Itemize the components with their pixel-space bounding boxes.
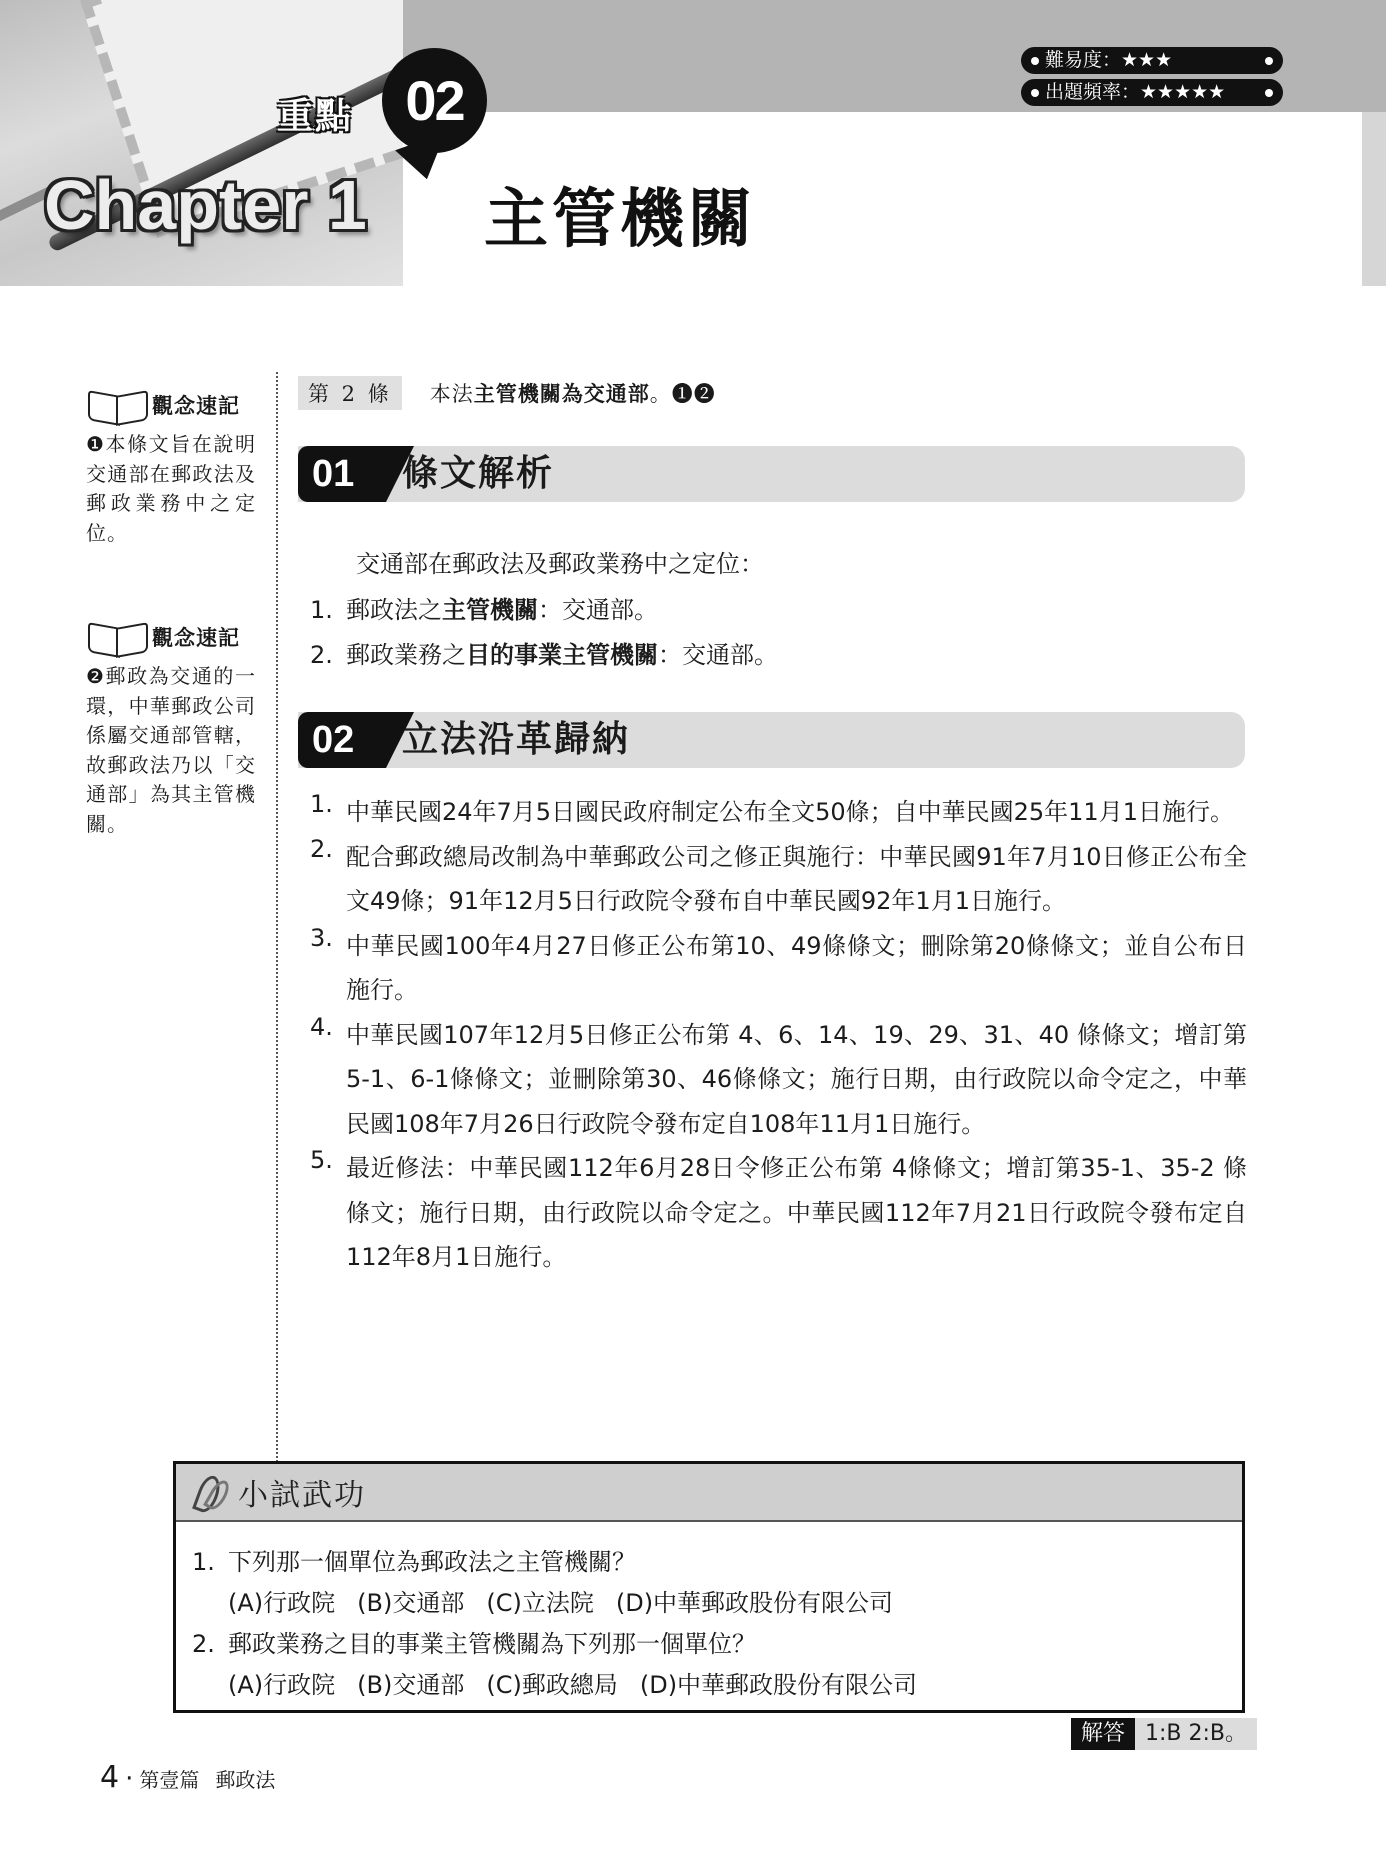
- section-header-history: [298, 712, 1245, 768]
- quiz-header: [176, 1464, 1242, 1522]
- list-item: 2. 配合郵政總局改制為中華郵政公司之修正與施行：中華民國91年7月10日修正公布全文49條；91年12月5日行政院令發布自中華民國92年1月1日施行。: [310, 834, 1247, 915]
- frequency-badge: [1021, 79, 1283, 106]
- page-footer: [100, 1760, 275, 1795]
- difficulty-badge: [1021, 47, 1283, 74]
- answer-key: [1071, 1718, 1257, 1750]
- bullet-icon: [1265, 57, 1273, 65]
- footer-separator: ·: [125, 1764, 134, 1794]
- difficulty-text: 難易度：★★★: [1045, 49, 1173, 71]
- page-number: 4: [100, 1760, 120, 1795]
- header-edge: [1362, 112, 1386, 286]
- concept-note-text: ❷郵政為交通的一環，中華郵政公司係屬交通部管轄，故郵政法乃以「交通部」為其主管機關。: [86, 664, 256, 836]
- quiz-question: 2. 郵政業務之目的事業主管機關為下列那一個單位？: [192, 1630, 756, 1658]
- quiz-option: (B)交通部: [357, 1589, 465, 1617]
- chapter-label: Chapter 1: [44, 166, 367, 244]
- list-item: 4. 中華民國107年12月5日修正公布第 4、6、14、19、29、31、40 條條文；增訂第5-1、6-1條條文；並刪除第30、46條條文；施行日期，由行政院以命令定之，中華民國108年7月26日行政院令發布定自108年11月1日施行。: [310, 1012, 1247, 1138]
- concept-note-title: 觀念速記: [152, 626, 240, 650]
- bullet-icon: [1031, 89, 1039, 97]
- analysis-intro: 交通部在郵政法及郵政業務中之定位：: [356, 550, 764, 578]
- quiz-option: (B)交通部: [357, 1671, 465, 1699]
- key-point-label: 重點: [277, 96, 354, 137]
- section-number: 01: [298, 446, 386, 502]
- quiz-option: (D)中華郵政股份有限公司: [615, 1589, 894, 1617]
- article-text: 本法主管機關為交通部。❶❷: [429, 382, 716, 406]
- part-label: 第壹篇: [139, 1768, 200, 1792]
- answer-value: 1:B 2:B。: [1135, 1718, 1257, 1750]
- concept-note-1: [86, 382, 256, 548]
- quiz-option: (D)中華郵政股份有限公司: [639, 1671, 918, 1699]
- concept-note-2: [86, 614, 256, 839]
- open-book-icon: [86, 619, 148, 655]
- practice-quiz-box: [173, 1461, 1245, 1713]
- answer-label: 解答: [1071, 1718, 1135, 1750]
- key-point-number: 02: [382, 48, 487, 153]
- article-number: 第 2 條: [298, 376, 402, 410]
- law-label: 郵政法: [215, 1768, 276, 1792]
- concept-note-title: 觀念速記: [152, 394, 240, 418]
- list-item: 5. 最近修法：中華民國112年6月28日令修正公布第 4條條文；增訂第35-1、35-2 條條文；施行日期，由行政院以命令定之。中華民國112年7月21日行政院令發布定自112年8月1日施行。: [310, 1146, 1247, 1271]
- topic-title: 主管機關: [484, 183, 756, 257]
- section-title: 條文解析: [402, 453, 555, 494]
- analysis-list: [310, 588, 1250, 678]
- quiz-options: [192, 1665, 1232, 1706]
- quiz-option: (A)行政院: [228, 1589, 336, 1617]
- list-item: 1. 郵政法之主管機關：交通部。: [310, 596, 658, 624]
- section-number: 02: [298, 712, 386, 768]
- quiz-option: (C)立法院: [486, 1589, 594, 1617]
- open-book-icon: [86, 387, 148, 423]
- history-list: [310, 790, 1247, 1280]
- frequency-text: 出題頻率：★★★★★: [1045, 81, 1226, 103]
- list-item: 1. 中華民國24年7月5日國民政府制定公布全文50條；自中華民國25年11月1日施行。: [310, 790, 1234, 826]
- column-divider: [276, 372, 278, 1462]
- list-item: 3. 中華民國100年4月27日修正公布第10、49條條文；刪除第20條條文；並自公布日施行。: [310, 923, 1247, 1004]
- leaf-icon: [188, 1473, 226, 1511]
- concept-note-text: ❶本條文旨在說明交通部在郵政法及郵政業務中之定位。: [86, 432, 256, 545]
- quiz-options: [192, 1583, 1232, 1624]
- quiz-option: (C)郵政總局: [486, 1671, 618, 1699]
- section-header-analysis: [298, 446, 1245, 502]
- quiz-option: (A)行政院: [228, 1671, 336, 1699]
- quiz-question: 1. 下列那一個單位為郵政法之主管機關？: [192, 1548, 636, 1576]
- list-item: 2. 郵政業務之目的事業主管機關：交通部。: [310, 641, 778, 669]
- quiz-title: 小試武功: [238, 1478, 366, 1513]
- bullet-icon: [1265, 89, 1273, 97]
- quiz-body: [192, 1542, 1232, 1706]
- bullet-icon: [1031, 57, 1039, 65]
- law-article: [298, 376, 716, 410]
- section-title: 立法沿革歸納: [402, 719, 631, 760]
